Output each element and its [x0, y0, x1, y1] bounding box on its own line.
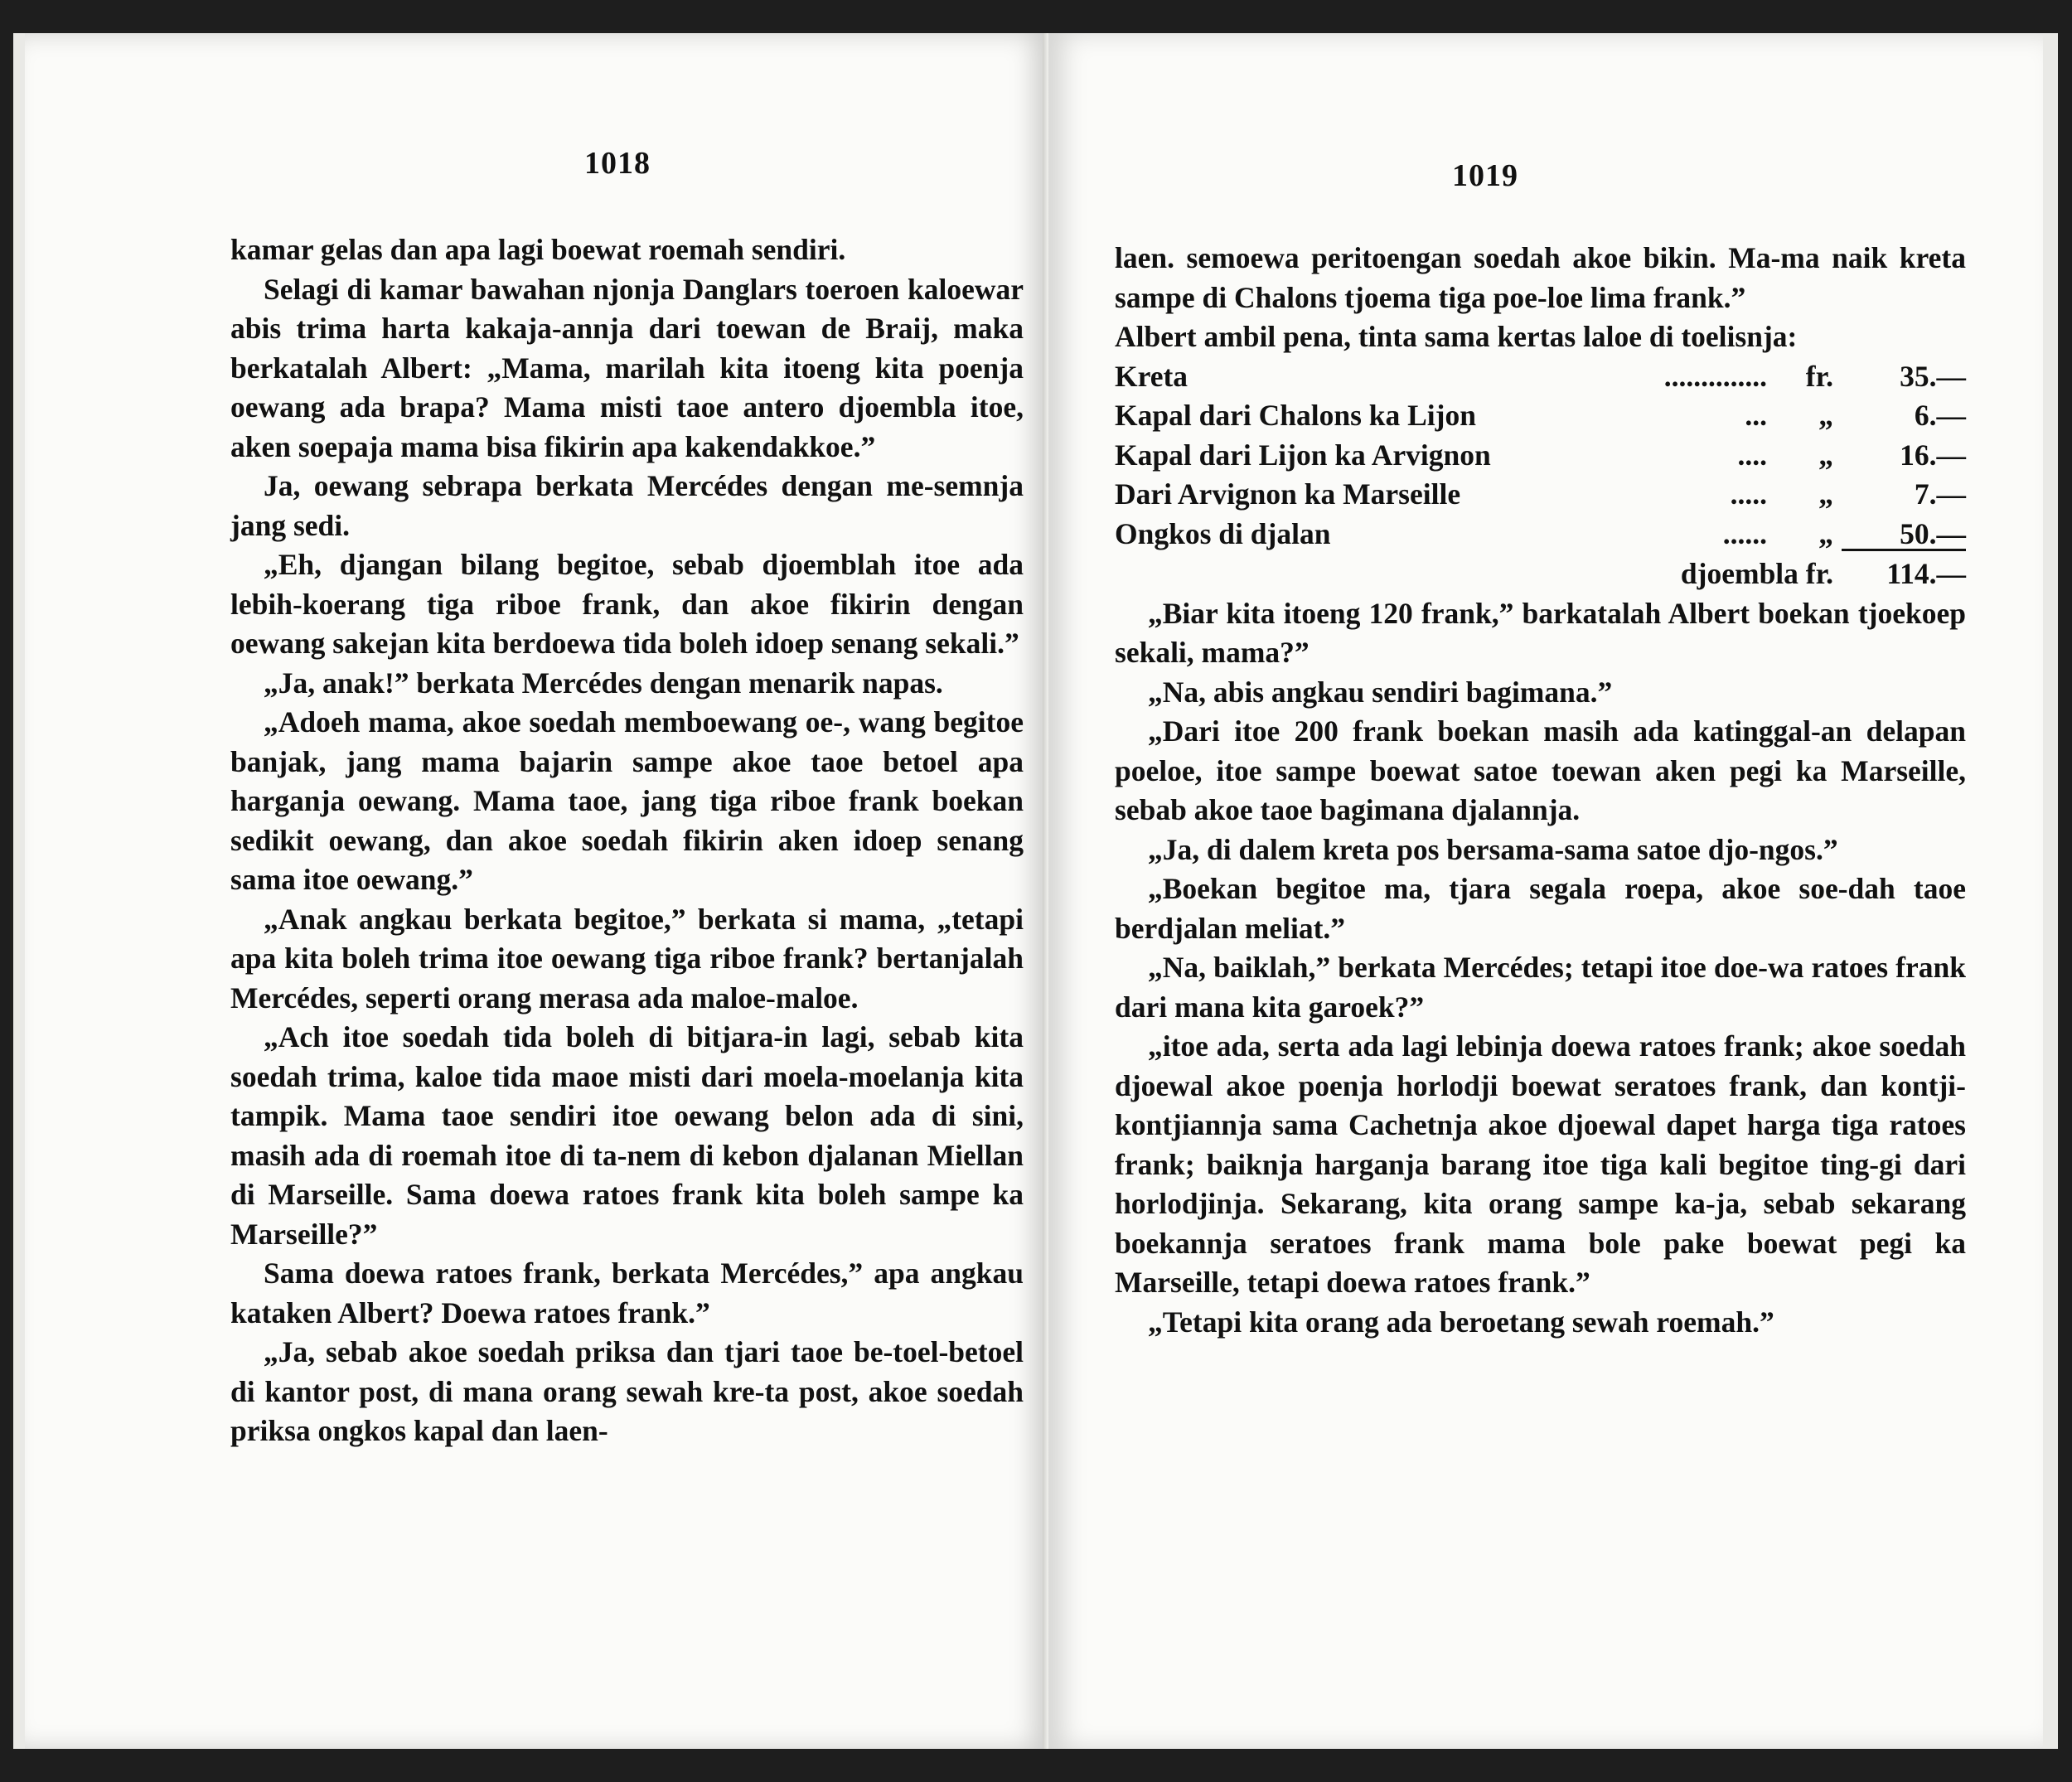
right-paragraphs-before	[1115, 239, 1966, 357]
ledger-amount: 16.—	[1900, 438, 1966, 472]
ledger-currency: „	[1818, 516, 1833, 550]
paragraph: „Boekan begitoe ma, tjara segala roepa, akoe soe-dah taoe berdjalan meliat.”	[1115, 872, 1966, 945]
ledger-label: Dari Arvignon ka Marseille	[1115, 477, 1461, 511]
paragraph: „Dari itoe 200 frank boekan masih ada katinggal-an delapan poeloe, itoe sampe boewat satoe toewan aken pegi ka Marseille, sebab akoe taoe bagimana djalannja.	[1115, 714, 1966, 826]
ledger-amount: 7.—	[1914, 477, 1966, 511]
paragraph: kamar gelas dan apa lagi boewat roemah sendiri.	[230, 233, 846, 266]
paragraph: Albert ambil pena, tinta sama kertas laloe di toelisnja:	[1115, 320, 1798, 353]
left-page-edge	[13, 33, 25, 1749]
right-paragraphs-after	[1115, 594, 1966, 1343]
ledger-label: Ongkos di djalan	[1115, 516, 1331, 550]
paragraph: „Ja, anak!” berkata Mercédes dengan menarik napas.	[264, 666, 943, 700]
ledger-total-amount: 114.—	[1886, 557, 1966, 590]
ledger-row	[1115, 436, 1966, 476]
right-page-body	[1115, 239, 1966, 1342]
ledger-dots: .....	[1730, 477, 1767, 511]
paragraph: „Adoeh mama, akoe soedah memboewang oe-, wang begitoe banjak, jang mama bajarin sampe akoe taoe betoel apa harganja oewang. Mama taoe, jang tiga riboe frank boekan sedikit oewang, dan akoe soedah fikirin aken idoep senang sama itoe oewang.”	[230, 705, 1024, 896]
ledger-row	[1115, 475, 1966, 515]
right-page-number: 1019	[1452, 158, 1518, 193]
ledger-total-row	[1115, 554, 1966, 594]
paragraph: „Eh, djangan bilang begitoe, sebab djoemblah itoe ada lebih-koerang tiga riboe frank, dan akoe fikirin dengan oewang sakejan kita berdoewa tida boleh idoep senang sekali.”	[230, 548, 1024, 660]
paragraph: „Anak angkau berkata begitoe,” berkata si mama, „tetapi apa kita boleh trima itoe oewang tiga riboe frank? bertanjalah Mercédes, seperti orang merasa ada maloe-maloe.	[230, 902, 1024, 1014]
ledger-currency: „	[1818, 477, 1833, 511]
paragraph: Sama doewa ratoes frank, berkata Mercédes,” apa angkau kataken Albert? Doewa ratoes frank.”	[230, 1257, 1024, 1329]
ledger-label: Kapal dari Lijon ka Arvignon	[1115, 438, 1491, 472]
left-page-body	[230, 230, 1024, 1451]
ledger-currency: fr.	[1805, 359, 1833, 393]
ledger-currency: „	[1818, 438, 1833, 472]
paragraph: Ja, oewang sebrapa berkata Mercédes dengan me-semnja jang sedi.	[230, 469, 1024, 542]
ledger-amount: 35.—	[1900, 359, 1966, 393]
ledger-row	[1115, 396, 1966, 436]
ledger-dots: ......	[1722, 516, 1767, 550]
right-page-edge	[2043, 33, 2058, 1749]
ledger-label: Kapal dari Chalons ka Lijon	[1115, 399, 1476, 432]
ledger-amount: 6.—	[1914, 399, 1966, 432]
paragraph: „Ach itoe soedah tida boleh di bitjara-in lagi, sebab kita soedah trima, kaloe tida maoe misti dari moela-moelanja kita tampik. Mama taoe sendiri itoe oewang belon ada di sini, masih ada di roemah itoe di ta-nem di kebon djalanan Miellan di Marseille. Sama doewa ratoes frank kita boleh sampe ka Marseille?”	[230, 1020, 1024, 1251]
ledger-total-label: djoembla fr.	[1680, 557, 1833, 590]
paragraph: Selagi di kamar bawahan njonja Danglars toeroen kaloewar abis trima harta kakaja-annja dari toewan de Braij, maka berkatalah Albert: „Mama, marilah kita itoeng kita poenja oewang ada brapa? Mama misti taoe antero djoembla itoe, aken soepaja mama bisa fikirin apa kakendakkoe.”	[230, 272, 1024, 463]
ledger-row	[1115, 515, 1966, 554]
paragraph: laen. semoewa peritoengan soedah akoe bikin. Ma-ma naik kreta sampe di Chalons tjoema tiga poe-loe lima frank.”	[1115, 241, 1966, 314]
paragraph: „Tetapi kita orang ada beroetang sewah roemah.”	[1148, 1305, 1774, 1339]
right-page	[1048, 33, 2043, 1749]
left-page-number: 1018	[584, 146, 651, 181]
paragraph: „itoe ada, serta ada lagi lebinja doewa ratoes frank; akoe soedah djoewal akoe poenja horlodji boewat seratoes frank, dan kontji-kontjiannja sama Cachetnja akoe djoewal dapet harga tiga ratoes frank; baiknja harganja barang itoe tiga kali begitoe ting-gi dari horlodjinja. Sekarang, kita orang sampe ka-ja, sebab sekarang boekannja seratoes frank mama bole pake boewat pegi ka Marseille, tetapi doewa ratoes frank.”	[1115, 1029, 1966, 1299]
paragraph: „Ja, sebab akoe soedah priksa dan tjari taoe be-toel-betoel di kantor post, di mana orang sewah kre-ta post, akoe soedah priksa ongkos kapal dan laen-	[230, 1335, 1024, 1447]
ledger-currency: „	[1818, 399, 1833, 432]
paragraph: „Na, baiklah,” berkata Mercédes; tetapi itoe doe-wa ratoes frank dari mana kita garoek?”	[1115, 951, 1966, 1024]
ledger-row	[1115, 357, 1966, 397]
expense-ledger	[1115, 357, 1966, 594]
paragraph: „Na, abis angkau sendiri bagimana.”	[1148, 675, 1613, 709]
left-page	[25, 33, 1048, 1749]
ledger-amount: 50.—	[1900, 516, 1966, 550]
ledger-dots: ....	[1737, 438, 1767, 472]
ledger-label: Kreta	[1115, 359, 1188, 393]
paragraph: „Ja, di dalem kreta pos bersama-sama satoe djo-ngos.”	[1148, 832, 1838, 866]
paragraph: „Biar kita itoeng 120 frank,” barkatalah Albert boekan tjoekoep sekali, mama?”	[1115, 596, 1966, 669]
ledger-dots: ..............	[1663, 359, 1767, 393]
ledger-dots: ...	[1745, 399, 1767, 432]
